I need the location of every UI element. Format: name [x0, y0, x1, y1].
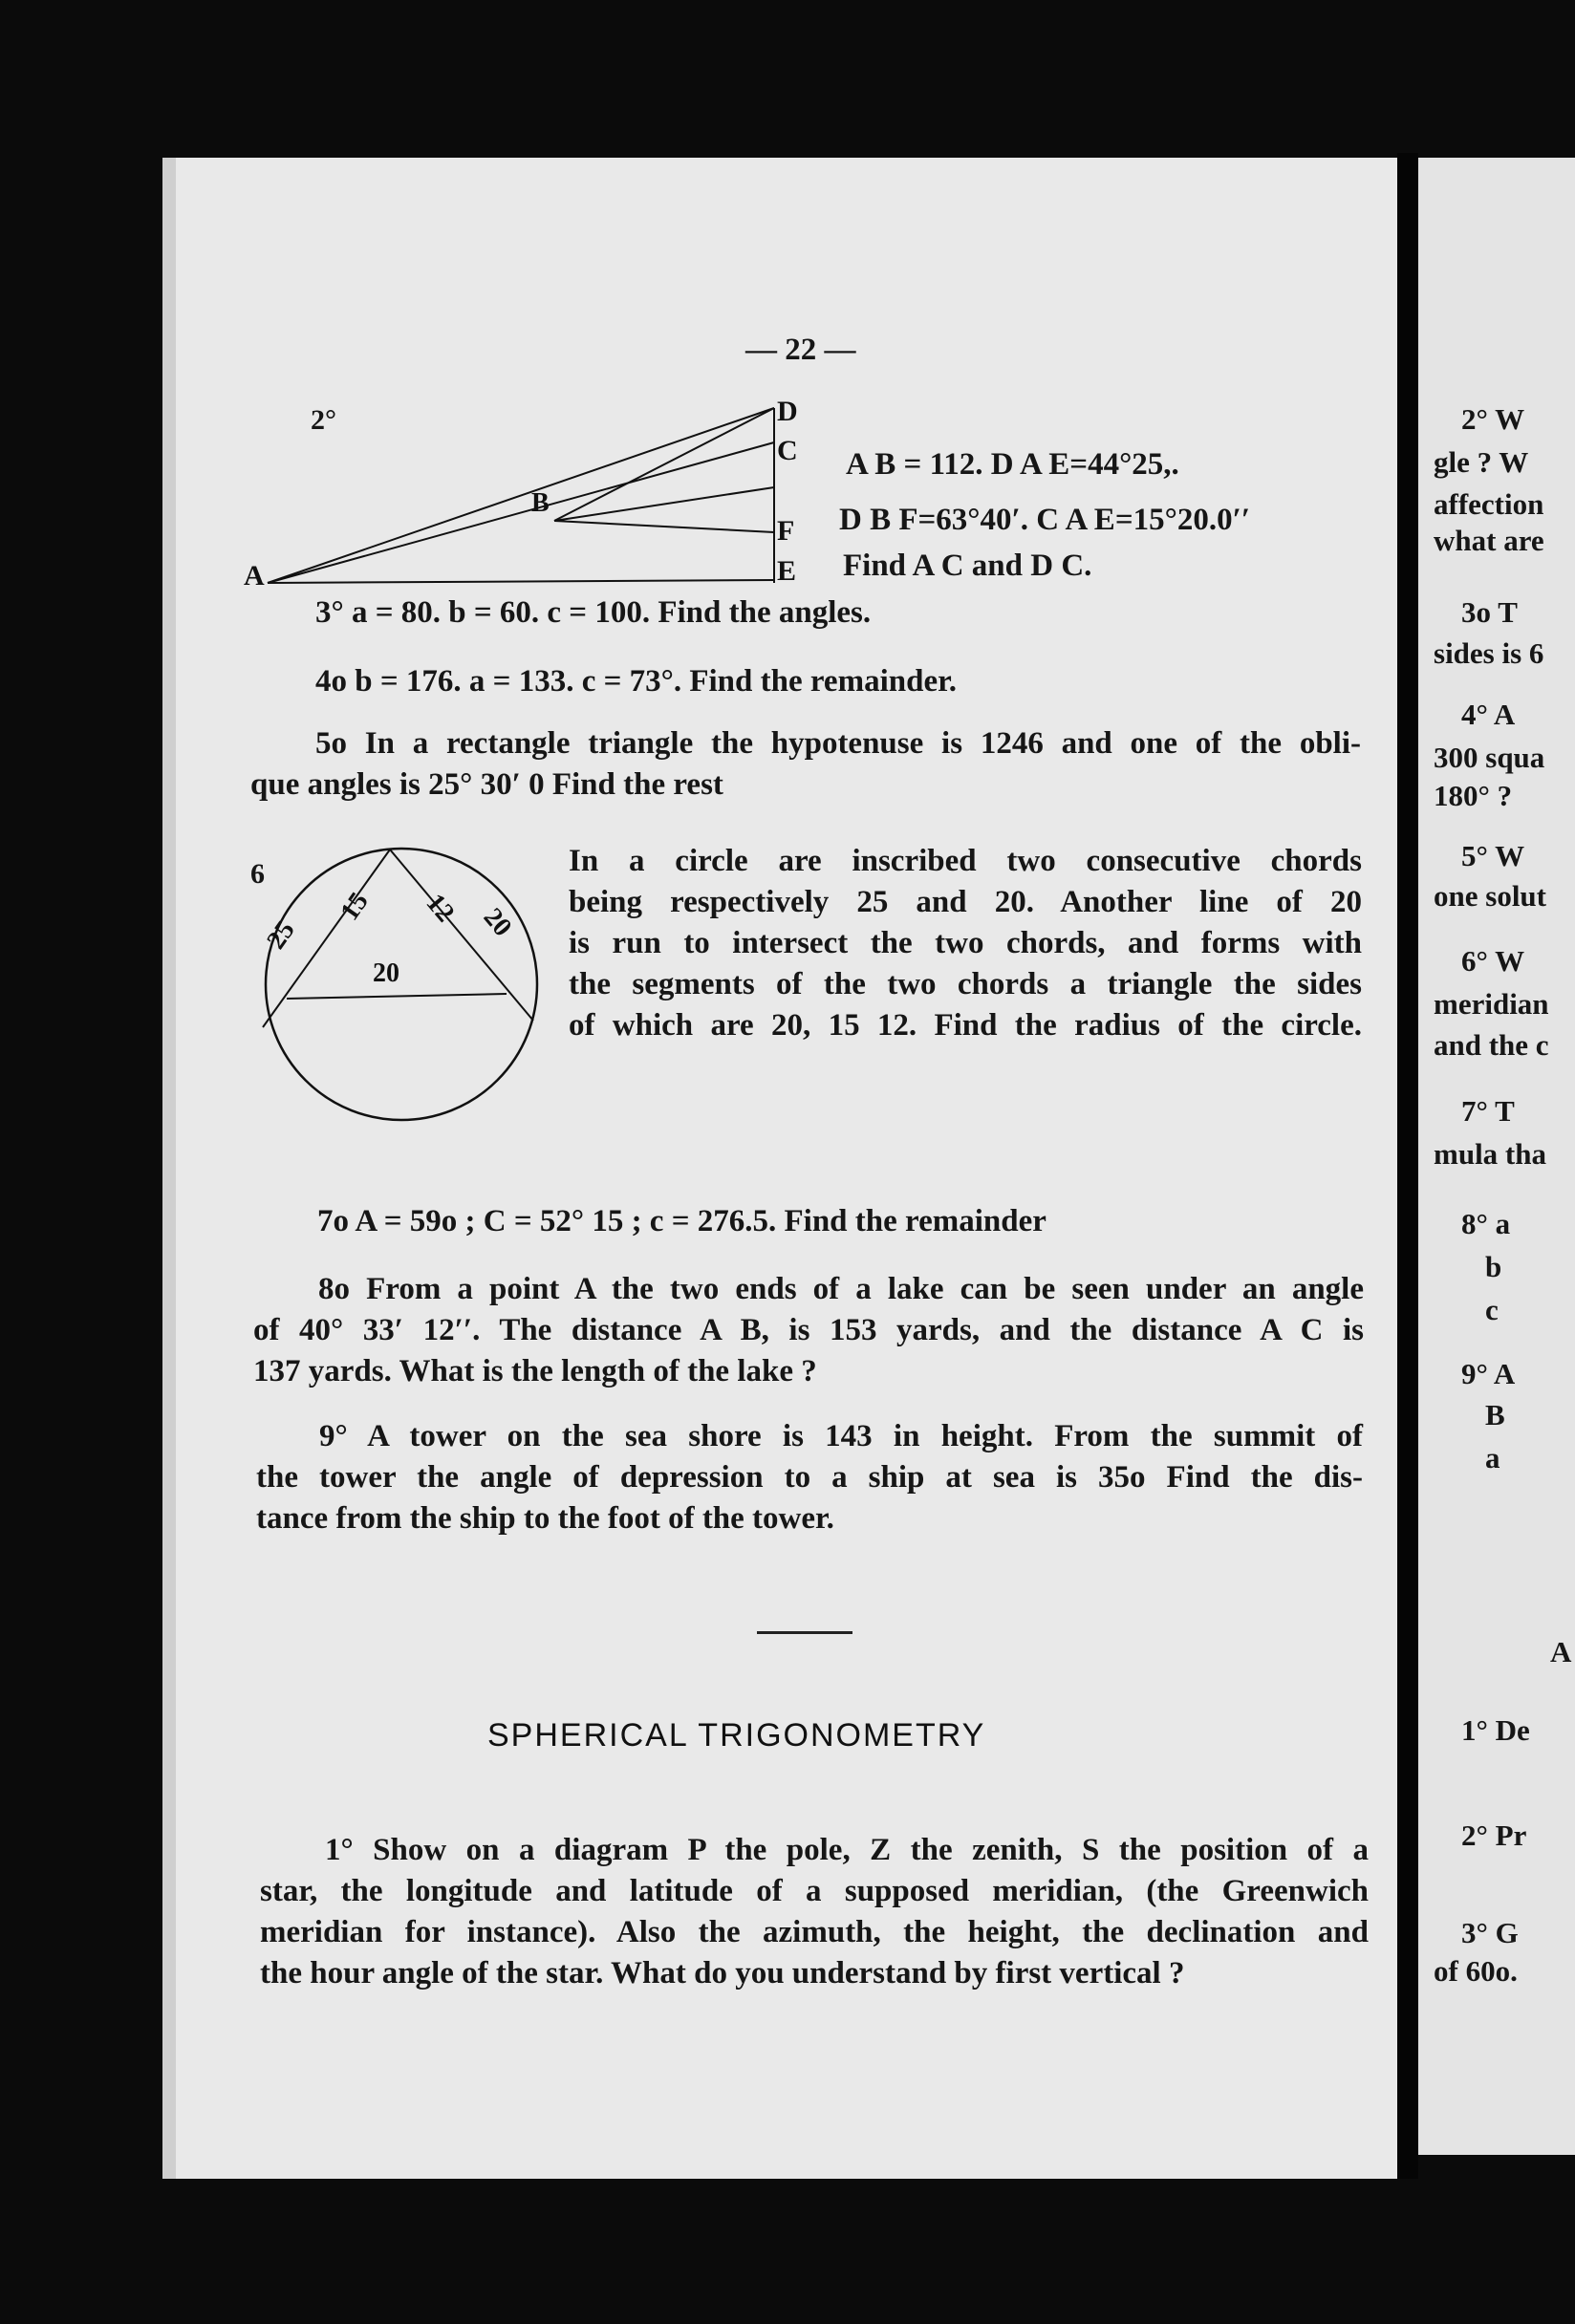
page-number: — 22 — — [745, 333, 856, 367]
problem-6-circle-diagram — [253, 846, 550, 1123]
next-page-text: A — [1550, 1635, 1572, 1668]
next-page-text: of 60o. — [1434, 1954, 1518, 1988]
problem-5-line-2: que angles is 25° 30′ 0 Find the rest — [250, 767, 723, 802]
next-page-text: 180° ? — [1434, 779, 1513, 812]
next-page-text: mula tha — [1434, 1137, 1546, 1171]
problem-8 — [253, 1269, 1364, 1392]
next-page-text: one solut — [1434, 879, 1546, 913]
next-page-text: 5° W — [1461, 839, 1525, 872]
chord-label-20: 20 — [477, 902, 518, 942]
point-d-label: D — [777, 397, 798, 427]
next-page-text: 4° A — [1461, 698, 1516, 731]
chord-label-12: 12 — [420, 888, 461, 928]
problem-6-line-4: the segments of the two chords a triangle the sides — [569, 967, 1362, 1001]
problem-6-text — [569, 841, 1362, 1046]
next-page-text: a — [1485, 1441, 1500, 1474]
problem-9-line-1: 9° A tower on the sea shore is 143 in height. From the summit of — [319, 1419, 1363, 1453]
next-page-text: b — [1485, 1250, 1502, 1283]
next-page-text: 9° A — [1461, 1357, 1516, 1390]
next-page-text: gle ? W — [1434, 445, 1529, 479]
point-b-label: B — [531, 488, 550, 518]
problem-3: 3° a = 80. b = 60. c = 100. Find the angles. — [315, 595, 872, 630]
next-page-text: meridian — [1434, 987, 1549, 1021]
problem-8-line-1: 8o From a point A the two ends of a lake can be seen under an angle — [318, 1272, 1364, 1306]
spherical-problem-1 — [260, 1830, 1369, 1994]
point-a-label: A — [244, 560, 265, 588]
problem-4: 4o b = 176. a = 133. c = 73°. Find the remainder. — [315, 664, 957, 699]
spherical-problem-1-line-4: the hour angle of the star. What do you understand by first vertical ? — [260, 1956, 1185, 1990]
problem-2-line-3: Find A C and D C. — [843, 549, 1092, 583]
next-page-text: 2° Pr — [1461, 1818, 1527, 1852]
page-gutter — [1397, 153, 1418, 2179]
next-page-text: 3o T — [1461, 595, 1518, 629]
next-page-text: what are — [1434, 524, 1544, 557]
problem-2-line-1: A B = 112. D A E=44°25,. — [846, 447, 1179, 482]
next-page-text: 3° G — [1461, 1916, 1519, 1949]
problem-6-line-3: is run to intersect the two chords, and forms with — [569, 926, 1362, 960]
spherical-problem-1-line-3: meridian for instance). Also the azimuth, the height, the declination and — [260, 1915, 1369, 1949]
problem-6-line-2: being respectively 25 and 20. Another line of 20 — [569, 885, 1362, 919]
problem-6-line-1: In a circle are inscribed two consecutive chords — [569, 844, 1362, 878]
problem-9-line-2: the tower the angle of depression to a ship at sea is 35o Find the dis- — [256, 1460, 1363, 1495]
point-f-label: F — [777, 515, 795, 547]
problem-7: 7o A = 59o ; C = 52° 15 ; c = 276.5. Find the remainder — [317, 1204, 1046, 1238]
problem-5-line-1: 5o In a rectangle triangle the hypotenuse is 1246 and one of the obli- — [315, 726, 1361, 761]
next-page-text: c — [1485, 1293, 1499, 1326]
section-title: SPHERICAL TRIGONOMETRY — [487, 1717, 986, 1754]
problem-2-diagram — [239, 397, 812, 588]
next-page-text: B — [1485, 1398, 1505, 1431]
spherical-problem-1-line-2: star, the longitude and latitude of a supposed meridian, (the Greenwich — [260, 1874, 1369, 1908]
section-divider — [757, 1631, 852, 1634]
problem-8-line-2: of 40° 33′ 12′′. The distance A B, is 153 yards, and the distance A C is — [253, 1313, 1364, 1347]
next-page-text: sides is 6 — [1434, 636, 1544, 670]
next-page-fragment — [1418, 158, 1575, 2155]
next-page-text: 6° W — [1461, 944, 1525, 978]
point-c-label: C — [777, 435, 798, 466]
problem-6-number: 6 — [250, 858, 265, 890]
problem-2-number: 2° — [311, 404, 336, 436]
next-page-text: 2° W — [1461, 402, 1525, 436]
problem-8-line-3: 137 yards. What is the length of the lake ? — [253, 1354, 817, 1388]
next-page-text: 7° T — [1461, 1094, 1515, 1128]
point-e-label: E — [777, 555, 797, 587]
chord-label-25: 25 — [261, 915, 301, 956]
spherical-problem-1-line-1: 1° Show on a diagram P the pole, Z the zenith, S the position of a — [325, 1833, 1369, 1867]
chord-label-15: 15 — [334, 887, 375, 927]
next-page-text: and the c — [1434, 1028, 1549, 1062]
problem-2-line-2: D B F=63°40′. C A E=15°20.0′′ — [839, 503, 1251, 537]
problem-9-line-3: tance from the ship to the foot of the tower. — [256, 1501, 834, 1536]
next-page-text: 1° De — [1461, 1713, 1530, 1747]
next-page-text: 8° a — [1461, 1207, 1511, 1240]
problem-9 — [256, 1416, 1363, 1539]
next-page-text: 300 squa — [1434, 741, 1545, 774]
problem-5 — [250, 723, 1361, 806]
next-page-text: affection — [1434, 487, 1544, 521]
problem-6-line-5: of which are 20, 15 12. Find the radius of the circle. — [569, 1008, 1362, 1043]
line-label-20: 20 — [373, 958, 399, 988]
